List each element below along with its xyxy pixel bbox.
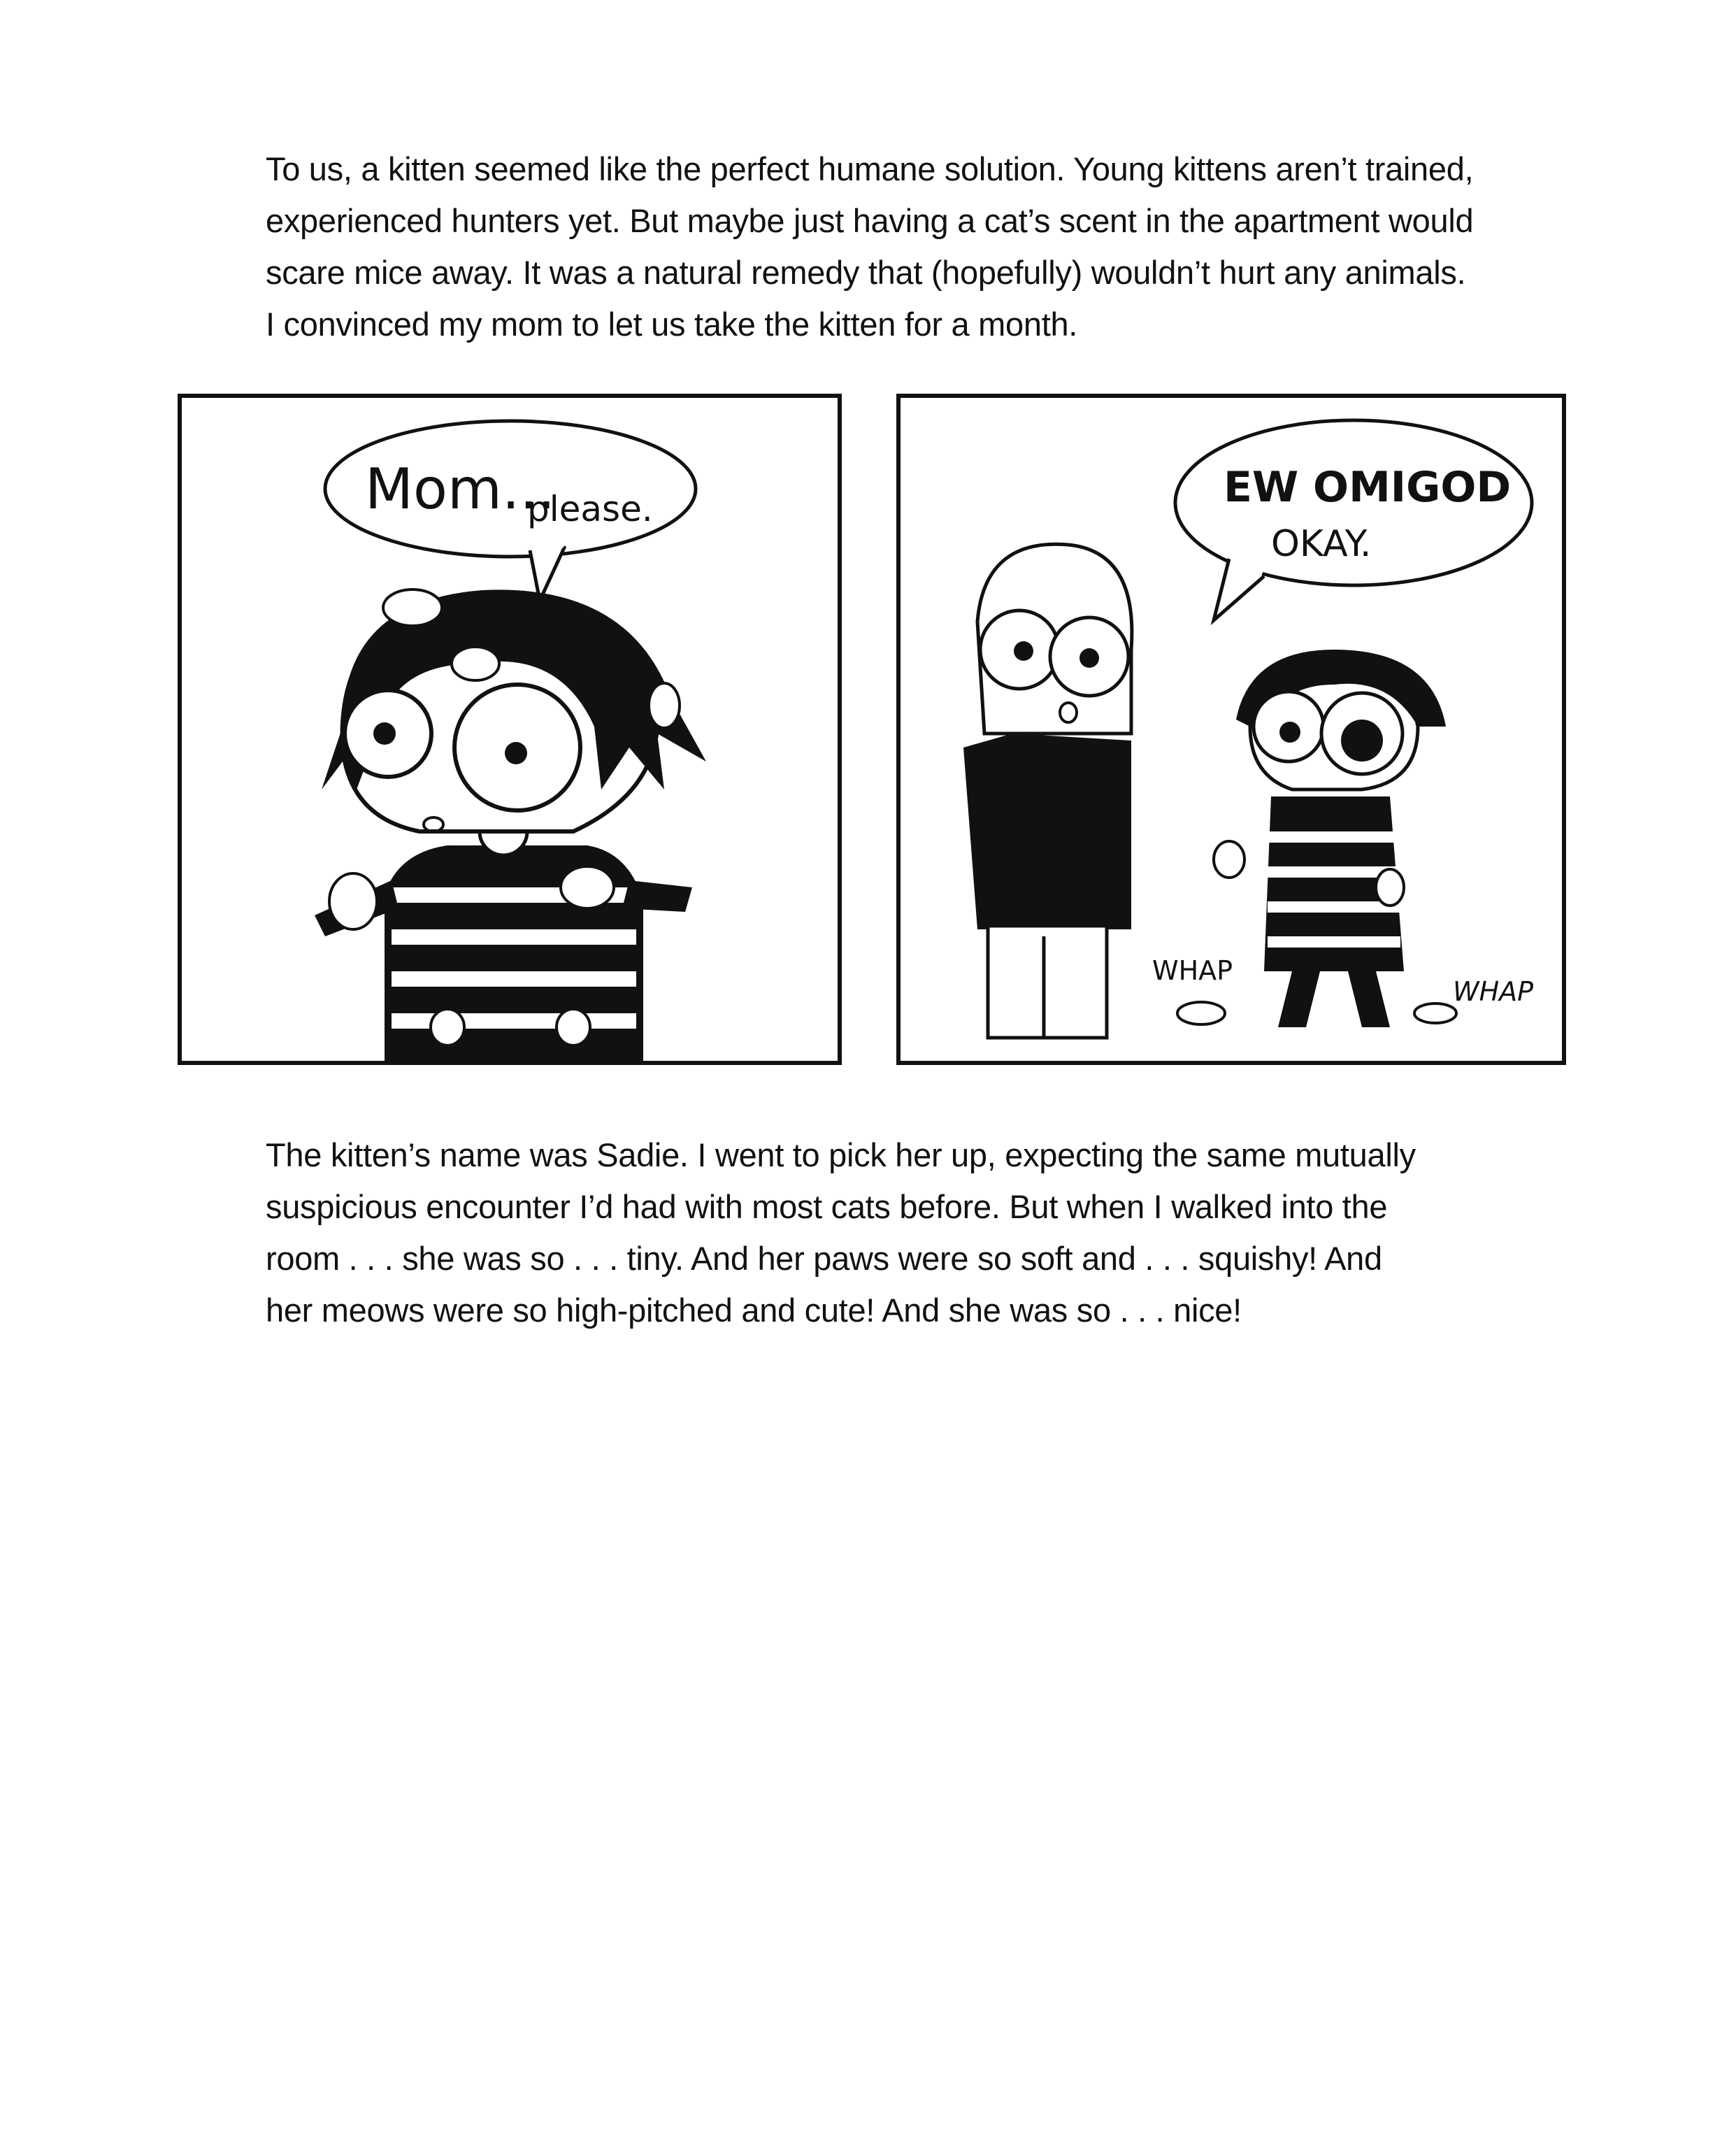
speech-bubble [1175, 420, 1532, 620]
sadie-paragraph [266, 1129, 1580, 1336]
paragraph-line: her meows were so high-pitched and cute! And she was so . . . nice! [266, 1292, 1242, 1329]
paragraph-line: To us, a kitten seemed like the perfect humane solution. Young kittens aren’t trained, [266, 150, 1474, 187]
sfx-whap-right: WHAP [1453, 976, 1534, 1007]
comic-panel-1-art [182, 398, 838, 1061]
paragraph-line: I convinced my mom to let us take the kitten for a month. [266, 306, 1078, 343]
speech-text-line-1: EW OMIGOD [1224, 463, 1512, 512]
paragraph-line: scare mice away. It was a natural remedy that (hopefully) wouldn’t hurt any animals. [266, 254, 1466, 291]
paragraph-line: experienced hunters yet. But maybe just having a cat’s scent in the apartment would [266, 202, 1474, 239]
paragraph-line: room . . . she was so . . . tiny. And her paws were so soft and . . . squishy! And [266, 1240, 1382, 1277]
comic-panel-2-art [901, 398, 1562, 1061]
comic-panel-1 [178, 394, 842, 1065]
girl-figure [315, 589, 706, 1061]
speech-text-please: please. [527, 489, 653, 529]
sfx-whap-left: WHAP [1152, 955, 1233, 986]
paragraph-line: suspicious encounter I’d had with most cats before. But when I walked into the [266, 1188, 1388, 1225]
girl-figure [1236, 650, 1446, 1027]
paragraph-line: The kitten’s name was Sadie. I went to pick her up, expecting the same mutually [266, 1136, 1416, 1173]
speech-text-line-2: OKAY. [1271, 523, 1372, 565]
mom-figure [963, 544, 1132, 1038]
intro-paragraph [266, 143, 1580, 350]
comic-panel-2 [896, 394, 1566, 1065]
speech-text-mom: Mom... [365, 457, 556, 522]
